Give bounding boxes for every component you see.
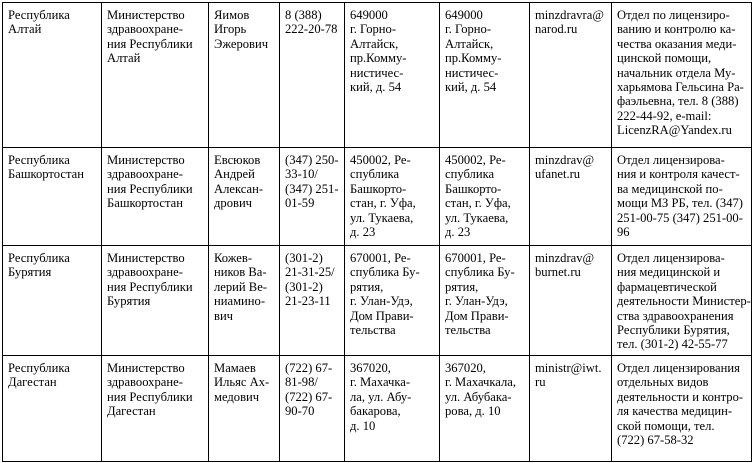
ministry-cell: Министерство здравоохране- ния Республики Алтай bbox=[102, 3, 209, 148]
department-cell: Отдел по лицензиро- ванию и контролю ка- чества оказания меди- цинской помощи, начальник отдела Му- харьямова Гельсина Ра- фаэльевна, тел. 8 (388) 222-44-92, e-mail: LicenzRA@Yandex.ru bbox=[612, 3, 752, 148]
head-cell: Кожев- ников Ва- лерий Ве- ниамино- вич bbox=[209, 246, 280, 356]
postal-address-cell: 450002, Ре- спублика Башкорто- стан, г. Уфа, ул. Тукаева, д. 23 bbox=[440, 148, 530, 246]
email-cell: minzdrav@ burnet.ru bbox=[530, 246, 612, 356]
legal-address-cell: 367020, г. Махачка- ла, ул. Абу- бакарова, д. 10 bbox=[345, 356, 440, 462]
ministry-cell: Министерство здравоохране- ния Республики Бурятия bbox=[102, 246, 209, 356]
email-cell: minzdrav@ ufanet.ru bbox=[530, 148, 612, 246]
table-row bbox=[3, 246, 752, 356]
region-cell: Республика Башкортостан bbox=[3, 148, 102, 246]
ministry-cell: Министерство здравоохране- ния Республики Дагестан bbox=[102, 356, 209, 462]
head-cell: Яимов Игорь Эжерович bbox=[209, 3, 280, 148]
table-row bbox=[3, 148, 752, 246]
email-cell: ministr@iwt. ru bbox=[530, 356, 612, 462]
head-cell: Мамаев Ильяс Ах- медович bbox=[209, 356, 280, 462]
region-cell: Республика Бурятия bbox=[3, 246, 102, 356]
phone-cell: 8 (388) 222-20-78 bbox=[280, 3, 345, 148]
region-cell: Республика Алтай bbox=[3, 3, 102, 148]
postal-address-cell: 367020, г. Махачкала, ул. Абубака- рова, д. 10 bbox=[440, 356, 530, 462]
phone-cell: (722) 67- 81-98/ (722) 67- 90-70 bbox=[280, 356, 345, 462]
legal-address-cell: 450002, Ре- спублика Башкорто- стан, г. Уфа, ул. Тукаева, д. 23 bbox=[345, 148, 440, 246]
table-row bbox=[3, 3, 752, 148]
ministry-cell: Министерство здравоохране- ния Республики Башкортостан bbox=[102, 148, 209, 246]
table-row bbox=[3, 356, 752, 462]
department-cell: Отдел лицензирова- ния медицинской и фармацевтической деятельности Министер- ства здравоохранения Республики Бурятия, тел. (301-2) 42-55-77 bbox=[612, 246, 752, 356]
postal-address-cell: 670001, Ре- спублика Бу- рятия, г. Улан-Удэ, Дом Прави- тельства bbox=[440, 246, 530, 356]
postal-address-cell: 649000 г. Горно- Алтайск, пр.Комму- нистичес- кий, д. 54 bbox=[440, 3, 530, 148]
legal-address-cell: 649000 г. Горно- Алтайск, пр.Комму- нистичес- кий, д. 54 bbox=[345, 3, 440, 148]
department-cell: Отдел лицензирования отдельных видов деятельности и контро- ля качества медицин- ской помощи, тел. (722) 67-58-32 bbox=[612, 356, 752, 462]
email-cell: minzdravra@ narod.ru bbox=[530, 3, 612, 148]
legal-address-cell: 670001, Ре- спублика Бу- рятия, г. Улан-Удэ, Дом Прави- тельства bbox=[345, 246, 440, 356]
head-cell: Евсюков Андрей Алексан- дрович bbox=[209, 148, 280, 246]
phone-cell: (347) 250- 33-10/ (347) 251- 01-59 bbox=[280, 148, 345, 246]
phone-cell: (301-2) 21-31-25/ (301-2) 21-23-11 bbox=[280, 246, 345, 356]
licensing-contacts-table bbox=[2, 2, 752, 462]
region-cell: Республика Дагестан bbox=[3, 356, 102, 462]
department-cell: Отдел лицензирова- ния и контроля качест- ва медицинской по- мощи МЗ РБ, тел. (347) 251-00-75 (347) 251-00- 96 bbox=[612, 148, 752, 246]
